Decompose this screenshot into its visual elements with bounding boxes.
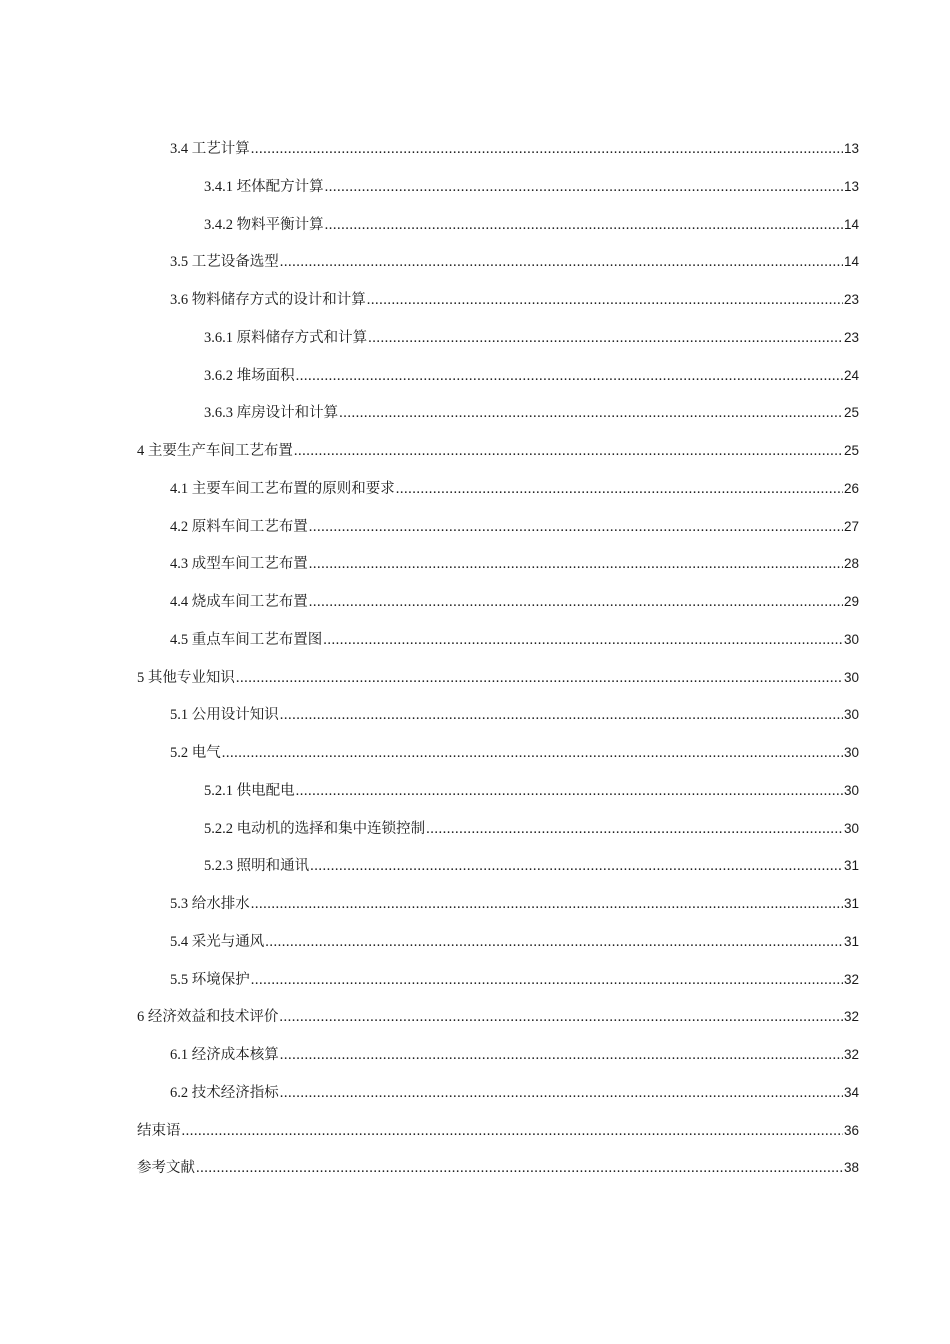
toc-dot-leader (265, 924, 843, 962)
toc-entry[interactable] (137, 772, 859, 810)
toc-entry-page-number: 31 (843, 896, 859, 911)
toc-entry-title: 4.4 烧成车间工艺布置 (170, 594, 308, 610)
toc-entry[interactable] (137, 394, 859, 432)
toc-entry-title: 结束语 (137, 1122, 181, 1139)
toc-entry-title: 6.1 经济成本核算 (170, 1047, 279, 1063)
toc-entry[interactable] (137, 508, 859, 546)
toc-entry[interactable] (137, 545, 859, 583)
toc-entry-page-number: 26 (843, 480, 859, 496)
toc-entry[interactable] (137, 696, 859, 734)
toc-entry-page-number: 29 (843, 594, 859, 609)
toc-dot-leader (182, 1113, 843, 1151)
toc-entry-page-number: 36 (843, 1122, 859, 1138)
toc-entry[interactable] (137, 847, 859, 885)
toc-entry-page-number: 31 (843, 858, 859, 874)
toc-dot-leader (296, 358, 843, 396)
toc-dot-leader (396, 471, 843, 509)
toc-entry-page-number: 32 (843, 1009, 859, 1025)
toc-entry-page-number: 31 (843, 933, 859, 949)
toc-entry-title: 3.4.1 坯体配方计算 (204, 178, 324, 195)
toc-entry-title: 5.1 公用设计知识 (170, 707, 279, 724)
toc-entry-page-number: 14 (843, 254, 859, 270)
toc-dot-leader (426, 811, 843, 849)
toc-entry-page-number: 30 (843, 707, 859, 723)
toc-entry-title: 3.6 物料储存方式的设计和计算 (170, 292, 366, 308)
toc-entry[interactable] (137, 885, 859, 923)
toc-entry-title: 4.1 主要车间工艺布置的原则和要求 (170, 480, 395, 497)
toc-entry-title: 5.3 给水排水 (170, 896, 250, 912)
toc-dot-leader (309, 584, 843, 622)
toc-entry[interactable] (137, 1074, 859, 1112)
toc-entry-page-number: 30 (843, 782, 859, 798)
toc-entry-title: 6 经济效益和技术评价 (137, 1009, 279, 1026)
toc-dot-leader (280, 1075, 843, 1113)
toc-entry-page-number: 30 (843, 745, 859, 760)
toc-entry-title: 5.4 采光与通风 (170, 933, 265, 950)
toc-entry[interactable] (137, 243, 859, 281)
toc-entry[interactable] (137, 168, 859, 206)
toc-entry-title: 3.4.2 物料平衡计算 (204, 216, 324, 233)
toc-entry-title: 4 主要生产车间工艺布置 (137, 443, 293, 459)
toc-entry[interactable] (137, 357, 859, 395)
toc-entry[interactable] (137, 621, 859, 659)
toc-entry-page-number: 30 (843, 631, 859, 647)
toc-entry-title: 5.2.2 电动机的选择和集中连锁控制 (204, 820, 426, 837)
toc-entry[interactable] (137, 1149, 859, 1187)
toc-entry-page-number: 30 (843, 669, 859, 685)
toc-dot-leader (279, 999, 843, 1037)
toc-dot-leader (309, 509, 843, 547)
toc-dot-leader (339, 395, 843, 433)
toc-entry-page-number: 23 (843, 292, 859, 307)
toc-entry[interactable] (137, 1036, 859, 1074)
toc-dot-leader (296, 773, 843, 811)
toc-entry-page-number: 32 (843, 971, 859, 987)
toc-entry[interactable] (137, 810, 859, 848)
toc-entry-title: 参考文献 (137, 1160, 195, 1177)
toc-entry-title: 3.6.3 库房设计和计算 (204, 405, 339, 422)
toc-entry-page-number: 24 (843, 367, 859, 383)
toc-entry[interactable] (137, 281, 859, 319)
table-of-contents (137, 130, 859, 1187)
toc-dot-leader (325, 207, 843, 245)
toc-entry[interactable] (137, 961, 859, 999)
toc-dot-leader (222, 735, 843, 773)
toc-dot-leader (251, 131, 843, 169)
toc-entry[interactable] (137, 734, 859, 772)
toc-dot-leader (309, 546, 843, 584)
toc-entry-title: 3.4 工艺计算 (170, 141, 250, 157)
toc-entry-page-number: 23 (843, 329, 859, 345)
toc-entry-title: 3.5 工艺设备选型 (170, 254, 279, 271)
toc-dot-leader (325, 169, 843, 207)
toc-entry-title: 4.3 成型车间工艺布置 (170, 556, 308, 573)
toc-entry[interactable] (137, 998, 859, 1036)
toc-entry[interactable] (137, 206, 859, 244)
toc-entry-page-number: 25 (843, 405, 859, 421)
toc-entry[interactable] (137, 432, 859, 470)
toc-entry-title: 5.2 电气 (170, 745, 221, 761)
toc-entry[interactable] (137, 470, 859, 508)
toc-entry-page-number: 13 (843, 141, 859, 156)
toc-entry-page-number: 32 (843, 1047, 859, 1062)
toc-dot-leader (280, 1037, 843, 1075)
toc-entry-title: 4.2 原料车间工艺布置 (170, 518, 308, 535)
toc-entry-page-number: 30 (843, 820, 859, 836)
toc-entry-title: 5 其他专业知识 (137, 669, 235, 686)
toc-dot-leader (310, 848, 843, 886)
toc-entry-page-number: 25 (843, 443, 859, 458)
toc-entry[interactable] (137, 923, 859, 961)
toc-entry-title: 5.5 环境保护 (170, 971, 250, 988)
toc-dot-leader (323, 622, 843, 660)
toc-dot-leader (196, 1150, 843, 1188)
toc-entry[interactable] (137, 659, 859, 697)
toc-entry[interactable] (137, 1112, 859, 1150)
toc-entry-title: 5.2.1 供电配电 (204, 782, 295, 799)
toc-entry-page-number: 27 (843, 518, 859, 534)
toc-dot-leader (251, 886, 843, 924)
toc-dot-leader (294, 433, 843, 471)
toc-entry-page-number: 14 (843, 216, 859, 232)
toc-dot-leader (236, 660, 843, 698)
toc-entry[interactable] (137, 583, 859, 621)
toc-dot-leader (367, 282, 843, 320)
toc-entry-page-number: 28 (843, 556, 859, 572)
toc-entry-title: 6.2 技术经济指标 (170, 1084, 279, 1101)
toc-entry-title: 5.2.3 照明和通讯 (204, 858, 310, 875)
toc-entry-title: 3.6.1 原料储存方式和计算 (204, 329, 368, 346)
toc-dot-leader (368, 320, 843, 358)
toc-entry-title: 3.6.2 堆场面积 (204, 367, 295, 384)
toc-entry[interactable] (137, 130, 859, 168)
toc-entry-page-number: 38 (843, 1160, 859, 1176)
toc-dot-leader (280, 697, 843, 735)
toc-dot-leader (251, 962, 843, 1000)
toc-entry-page-number: 34 (843, 1084, 859, 1100)
toc-entry-page-number: 13 (843, 178, 859, 194)
toc-entry-title: 4.5 重点车间工艺布置图 (170, 631, 323, 648)
toc-entry[interactable] (137, 319, 859, 357)
toc-dot-leader (280, 244, 843, 282)
